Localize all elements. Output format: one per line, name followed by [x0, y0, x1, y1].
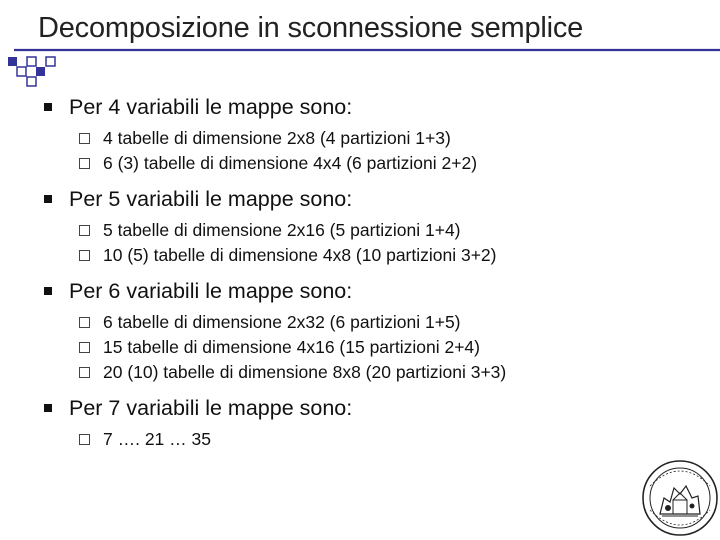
list-item — [44, 92, 684, 122]
hollow-square-bullet-icon — [79, 434, 90, 445]
square-bullet-icon — [44, 195, 52, 203]
title-decoration — [0, 48, 720, 88]
list-item-text: Per 4 variabili le mappe sono: — [69, 94, 353, 119]
bullet-list — [44, 92, 684, 452]
sub-list-item — [44, 335, 684, 360]
hollow-square-bullet-icon — [79, 133, 90, 144]
hollow-square-bullet-icon — [79, 158, 90, 169]
square-bullet-icon — [44, 404, 52, 412]
sub-list-item-text: 7 …. 21 … 35 — [103, 429, 211, 449]
sub-list-item-text: 6 tabelle di dimensione 2x32 (6 partizioni 1+5) — [103, 312, 461, 332]
list-item-text: Per 6 variabili le mappe sono: — [69, 278, 353, 303]
sub-list-item — [44, 360, 684, 385]
hollow-square-bullet-icon — [79, 317, 90, 328]
university-seal-icon — [640, 458, 720, 538]
sub-list-item — [44, 218, 684, 243]
list-item — [44, 276, 684, 306]
sub-list-item — [44, 243, 684, 268]
hollow-square-bullet-icon — [79, 342, 90, 353]
sub-list-item-text: 4 tabelle di dimensione 2x8 (4 partizioni 1+3) — [103, 128, 451, 148]
sub-list-item — [44, 427, 684, 452]
list-item — [44, 184, 684, 214]
hollow-square-bullet-icon — [79, 367, 90, 378]
slide-title: Decomposizione in sconnessione semplice — [38, 12, 584, 44]
sub-list-item-text: 6 (3) tabelle di dimensione 4x4 (6 partizioni 2+2) — [103, 153, 478, 173]
sub-list-item-text: 20 (10) tabelle di dimensione 8x8 (20 partizioni 3+3) — [103, 362, 507, 382]
sub-list-item-text: 15 tabelle di dimensione 4x16 (15 partizioni 2+4) — [103, 337, 480, 357]
list-item — [44, 393, 684, 423]
sub-list-item — [44, 310, 684, 335]
sub-list-item — [44, 151, 684, 176]
square-bullet-icon — [44, 287, 52, 295]
sub-list-item — [44, 126, 684, 151]
hollow-square-bullet-icon — [79, 250, 90, 261]
sub-list-item-text: 10 (5) tabelle di dimensione 4x8 (10 partizioni 3+2) — [103, 245, 497, 265]
square-bullet-icon — [44, 103, 52, 111]
sub-list-item-text: 5 tabelle di dimensione 2x16 (5 partizioni 1+4) — [103, 220, 461, 240]
list-item-text: Per 7 variabili le mappe sono: — [69, 395, 353, 420]
list-item-text: Per 5 variabili le mappe sono: — [69, 186, 353, 211]
hollow-square-bullet-icon — [79, 225, 90, 236]
